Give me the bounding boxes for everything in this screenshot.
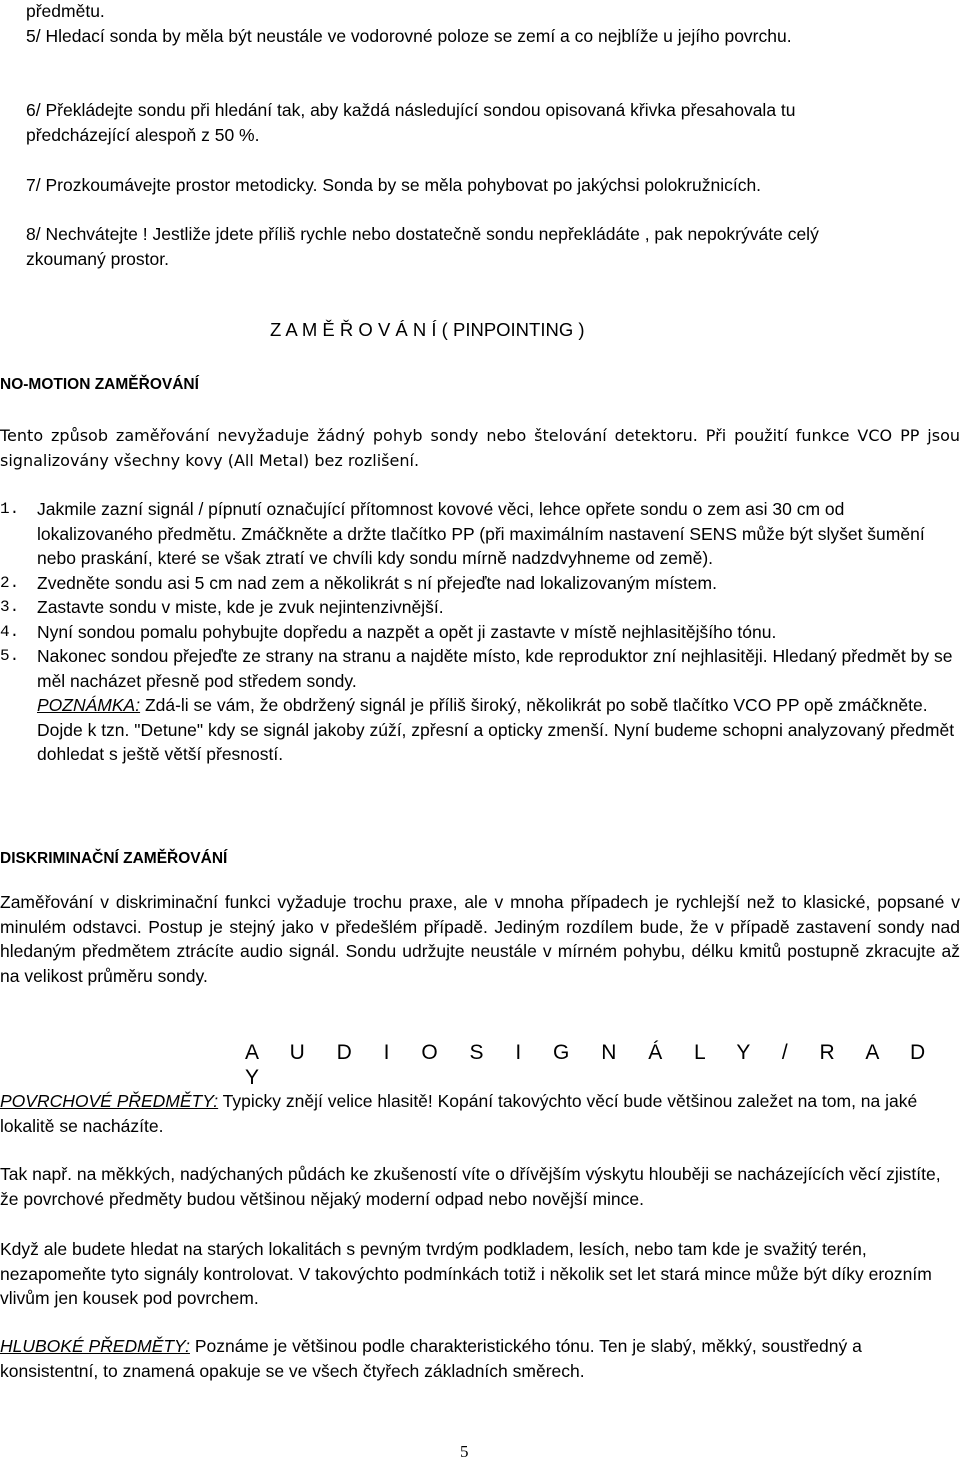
step-text: Zvedněte sondu asi 5 cm nad zem a několikrát s ní přejeďte nad lokalizovaným místem. [37,572,717,593]
surface-objects-text: Typicky znějí velice hlasitě! Kopání takovýchto věcí bude většinou zaležet na tom, na jaké lokalitě se nacházíte. [0,1091,918,1136]
page-number: 5 [460,1442,469,1461]
no-motion-heading: NO-MOTION ZAMĚŘOVÁNÍ [0,376,199,393]
list-item-6: 6/ Překládejte sondu při hledání tak, aby každá následující sondou opisovaná křivka přesahovala tu předcházející alespoň z 50 %. [26,100,796,145]
step-text: Nakonec sondou přejeďte ze strany na stranu a najděte místo, kde reproduktor zní nejhlasitěji. Hledaný předmět by se měl nacházet přesně pod středem sondy. [37,646,953,691]
step-number: 3. [0,598,20,616]
step-item [0,571,960,596]
step-number: 5. [0,647,20,665]
audio-paragraph-3: Když ale budete hledat na starých lokalitách s pevným tvrdým podkladem, lesích, nebo tam kde je svažitý terén, nezapomeňte tyto signály kontrolovat. V takovýchto podmínkách totiž i několik set let stará mince může být díky erozním vlivům jen kousek pod povrchem. [0,1239,932,1308]
list-item-7: 7/ Prozkoumávejte prostor metodicky. Sonda by se měla pohybovat po jakýchsi polokružnicích. [26,175,762,195]
list-item-5: 5/ Hledací sonda by měla být neustále ve vodorovné poloze se zemí a co nejblíže u jejího povrchu. [26,26,792,46]
step-item [0,620,960,645]
note-text: Zdá-li se vám, že obdržený signál je příliš široký, několikrát po sobě tlačítko VCO PP opě zmáčkněte. Dojde k tzn. "Detune" kdy se signál jakoby zúží, zpřesní a opticky zmenší. Nyní budeme schopni analyzovaný předmět dohledat s ještě větší přesností. [37,695,955,764]
step-item [0,644,960,693]
step-number: 1. [0,500,20,518]
deep-objects-text: Poznáme je většinou podle charakteristického tónu. Ten je slabý, měkký, soustředný a konsistentní, to znamená opakuje se ve všech čtyřech základních směrech. [0,1336,862,1381]
list-item-8: 8/ Nechvátejte ! Jestliže jdete příliš rychle nebo dostatečně sondu nepřekládáte , pak nepokrýváte celý zkoumaný prostor. [26,224,819,269]
step-number: 2. [0,573,20,592]
note-item [0,693,960,767]
pinpointing-intro: Tento způsob zaměřování nevyžaduje žádný pohyb sondy nebo štelování detektoru. Při použití funkce VCO PP jsou signalizovány všechny kovy (All Metal) bez rozlišení. [0,426,960,470]
pinpointing-steps [0,497,960,767]
discrimination-text: Zaměřování v diskriminační funkci vyžaduje trochu praxe, ale v mnoha případech je rychlejší než to klasické, popsané v minulém odstavci. Postup je stejný jako v předešlém případě. Jediným rozdílem bude, že v případě zastavení sondy nad hledaným předmětem ztrácíte audio signál. Sondu udržujte neustále v mírném pohybu, délku kmitů postupně zkracujte až na velikost průměru sondy. [0,892,960,986]
surface-objects-label: POVRCHOVÉ PŘEDMĚTY: [0,1091,219,1111]
note-label: POZNÁMKA: [37,695,141,715]
step-item [0,595,960,620]
audio-heading: A U D I O S I G N Á L Y / R A D Y [245,1041,932,1089]
surface-objects-paragraph [0,1089,960,1138]
deep-objects-label: HLUBOKÉ PŘEDMĚTY: [0,1336,190,1356]
deep-objects-paragraph [0,1334,960,1383]
pinpointing-heading: Z A M Ě Ř O V Á N Í ( PINPOINTING ) [270,319,585,340]
step-text: Nyní sondou pomalu pohybujte dopředu a nazpět a opět ji zastavte v místě nejhlasitějšího tónu. [37,621,777,642]
text-line-top: předmětu. [26,1,105,21]
audio-paragraph-2: Tak např. na měkkých, nadýchaných půdách ke zkušeností víte o dřívějším výskytu hlouběji se nacházejících věcí zjistíte, že povrchové předměty budou většinou nějaký moderní odpad nebo novější mince. [0,1164,941,1209]
discrimination-heading: DISKRIMINAČNÍ ZAMĚŘOVÁNÍ [0,850,228,867]
step-item [0,497,960,571]
step-number: 4. [0,622,20,641]
step-text: Zastavte sondu v miste, kde je zvuk nejintenzivnější. [37,597,444,617]
step-text: Jakmile zazní signál / pípnutí označující přítomnost kovové věci, lehce opřete sondu o zem asi 30 cm od lokalizovaného předmětu. Zmáčkněte a držte tlačítko PP (při maximálním nastavení SENS může být slyšet šumění nebo praskání, které se však ztratí ve chvíli kdy sondu mírně nadzdvyhneme od země). [37,499,925,568]
